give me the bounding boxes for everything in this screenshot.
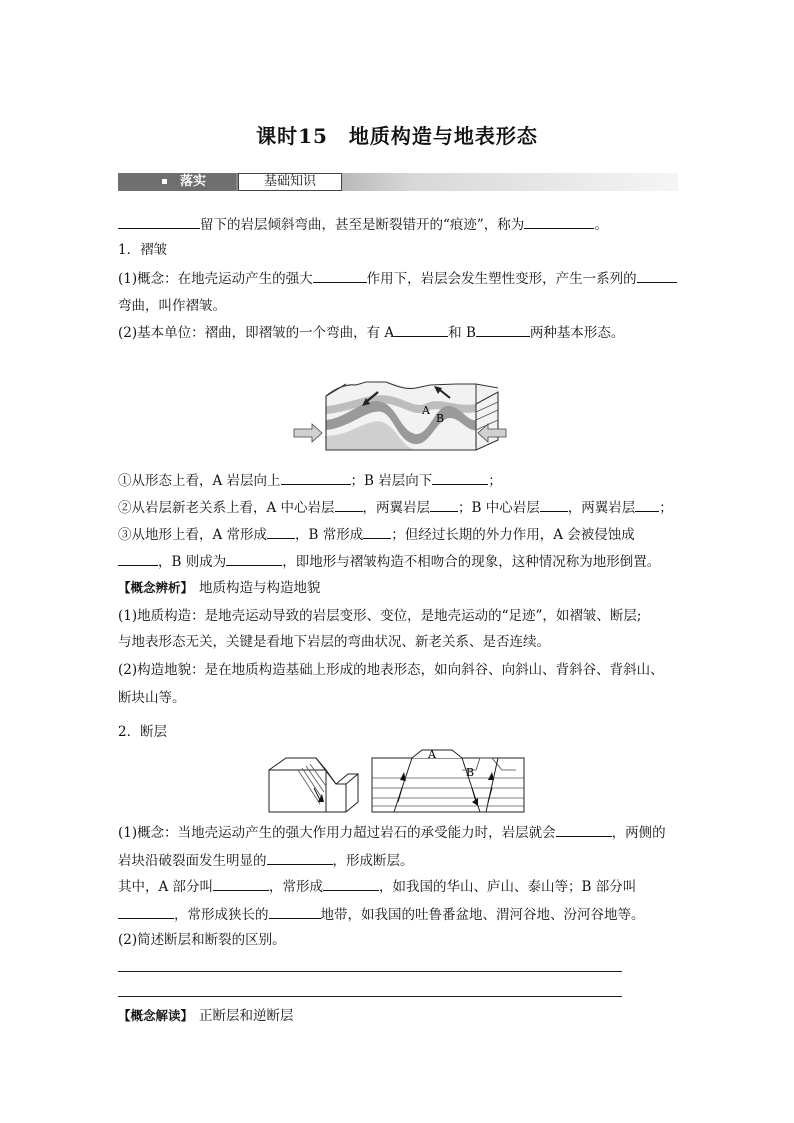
blank[interactable] bbox=[281, 470, 351, 485]
fold-label-a: A bbox=[422, 404, 430, 417]
fault-question: (2)简述断层和断裂的区别。 bbox=[118, 932, 286, 948]
blank[interactable] bbox=[335, 497, 363, 512]
blank[interactable] bbox=[432, 470, 488, 485]
blank[interactable] bbox=[394, 322, 448, 337]
square-bullet-icon bbox=[162, 179, 167, 184]
fold-q1: ①从形态上看，A 岩层向上 ；B 岩层向下 ； bbox=[118, 470, 502, 491]
arrow-icon bbox=[488, 772, 494, 780]
banner-section-label: 落实 bbox=[180, 174, 207, 189]
blank[interactable] bbox=[118, 904, 174, 919]
concept1-p1b: 与地表形态无关，关键是看地下岩层的弯曲状况、新老关系、是否连续。 bbox=[118, 634, 550, 650]
concept1-p1a: (1)地质构造：是地壳运动导致的岩层变形、变位，是地壳运动的“足迹”，如褶皱、断层; bbox=[118, 608, 642, 624]
blank[interactable] bbox=[267, 850, 333, 865]
page-title: 课时15 地质构造与地表形态 bbox=[256, 124, 538, 148]
blank[interactable] bbox=[313, 268, 367, 283]
fault-block-left bbox=[269, 758, 358, 812]
blank[interactable] bbox=[476, 322, 530, 337]
banner-dark-block bbox=[118, 173, 236, 191]
fold-concept-line-1: (1)概念：在地壳运动产生的强大 作用下，岩层会发生塑性变形，产生一系列的 bbox=[118, 268, 677, 289]
answer-line[interactable] bbox=[118, 996, 622, 997]
compression-arrow-left-icon bbox=[294, 424, 322, 442]
fold-q3-line-2: ，B 则成为 ，即地形与褶皱构造不相吻合的现象，这种情况称为地形倒置。 bbox=[118, 551, 660, 572]
blank[interactable] bbox=[226, 551, 282, 566]
answer-line[interactable] bbox=[118, 971, 622, 972]
blank[interactable] bbox=[213, 876, 269, 891]
blank[interactable] bbox=[267, 524, 295, 539]
blank[interactable] bbox=[118, 214, 200, 229]
fold-concept-line-2: 弯曲，叫作褶皱。 bbox=[118, 298, 226, 314]
fault-diagram bbox=[266, 748, 528, 816]
arrow-icon bbox=[400, 772, 406, 781]
fault-heading: 2．断层 bbox=[118, 724, 168, 740]
concept1-p2a: (2)构造地貌：是在地质构造基础上形成的地表形态，如向斜谷、向斜山、背斜谷、背斜山、 bbox=[118, 662, 664, 678]
fold-label-b: B bbox=[436, 412, 445, 425]
fault-label-a: A bbox=[428, 748, 436, 761]
banner-box-label: 基础知识 bbox=[238, 173, 342, 191]
blank[interactable] bbox=[323, 876, 379, 891]
concept-tag: 【概念解读】 bbox=[118, 1008, 194, 1023]
blank[interactable] bbox=[430, 497, 458, 512]
concept2-heading: 【概念解读】 正断层和逆断层 bbox=[118, 1008, 294, 1024]
blank[interactable] bbox=[540, 497, 568, 512]
concept1-heading: 【概念辨析】 地质构造与构造地貌 bbox=[118, 580, 321, 596]
section-banner bbox=[118, 173, 678, 191]
fold-unit-line: (2)基本单位：褶曲，即褶皱的一个弯曲，有 A 和 B 两种基本形态。 bbox=[118, 322, 624, 343]
fold-heading: 1．褶皱 bbox=[118, 242, 168, 258]
fault-concept-line-2: 岩块沿破裂面发生明显的 ，形成断层。 bbox=[118, 850, 414, 871]
blank[interactable] bbox=[637, 268, 677, 283]
fold-q3-line-1: ③从地形上看，A 常形成 ，B 常形成 ；但经过长期的外力作用，A 会被侵蚀成 bbox=[118, 524, 635, 545]
fold-diagram bbox=[290, 374, 510, 464]
blank[interactable] bbox=[635, 497, 659, 512]
fault-concept-line-1: (1)概念：当地壳运动产生的强大作用力超过岩石的承受能力时，岩层就会 ，两侧的 bbox=[118, 822, 666, 843]
concept-tag: 【概念辨析】 bbox=[118, 580, 194, 595]
blank[interactable] bbox=[363, 524, 391, 539]
concept1-p2b: 断块山等。 bbox=[118, 690, 186, 706]
blank[interactable] bbox=[524, 214, 594, 229]
fold-q2: ②从岩层新老关系上看，A 中心岩层 ，两翼岩层 ；B 中心岩层 ，两翼岩层 ； bbox=[118, 497, 673, 518]
fault-block-right bbox=[372, 750, 524, 812]
fault-parts-line-2: ，常形成狭长的 地带，如我国的吐鲁番盆地、渭河谷地、汾河谷地等。 bbox=[118, 904, 645, 925]
blank[interactable] bbox=[118, 551, 158, 566]
blank[interactable] bbox=[269, 904, 321, 919]
fault-parts-line-1: 其中，A 部分叫 ，常形成 ，如我国的华山、庐山、泰山等；B 部分叫 bbox=[118, 876, 636, 897]
fault-label-b: B bbox=[466, 766, 475, 779]
intro-line: 留下的岩层倾斜弯曲，甚至是断裂错开的“痕迹”，称为 。 bbox=[118, 214, 608, 235]
blank[interactable] bbox=[556, 822, 612, 837]
